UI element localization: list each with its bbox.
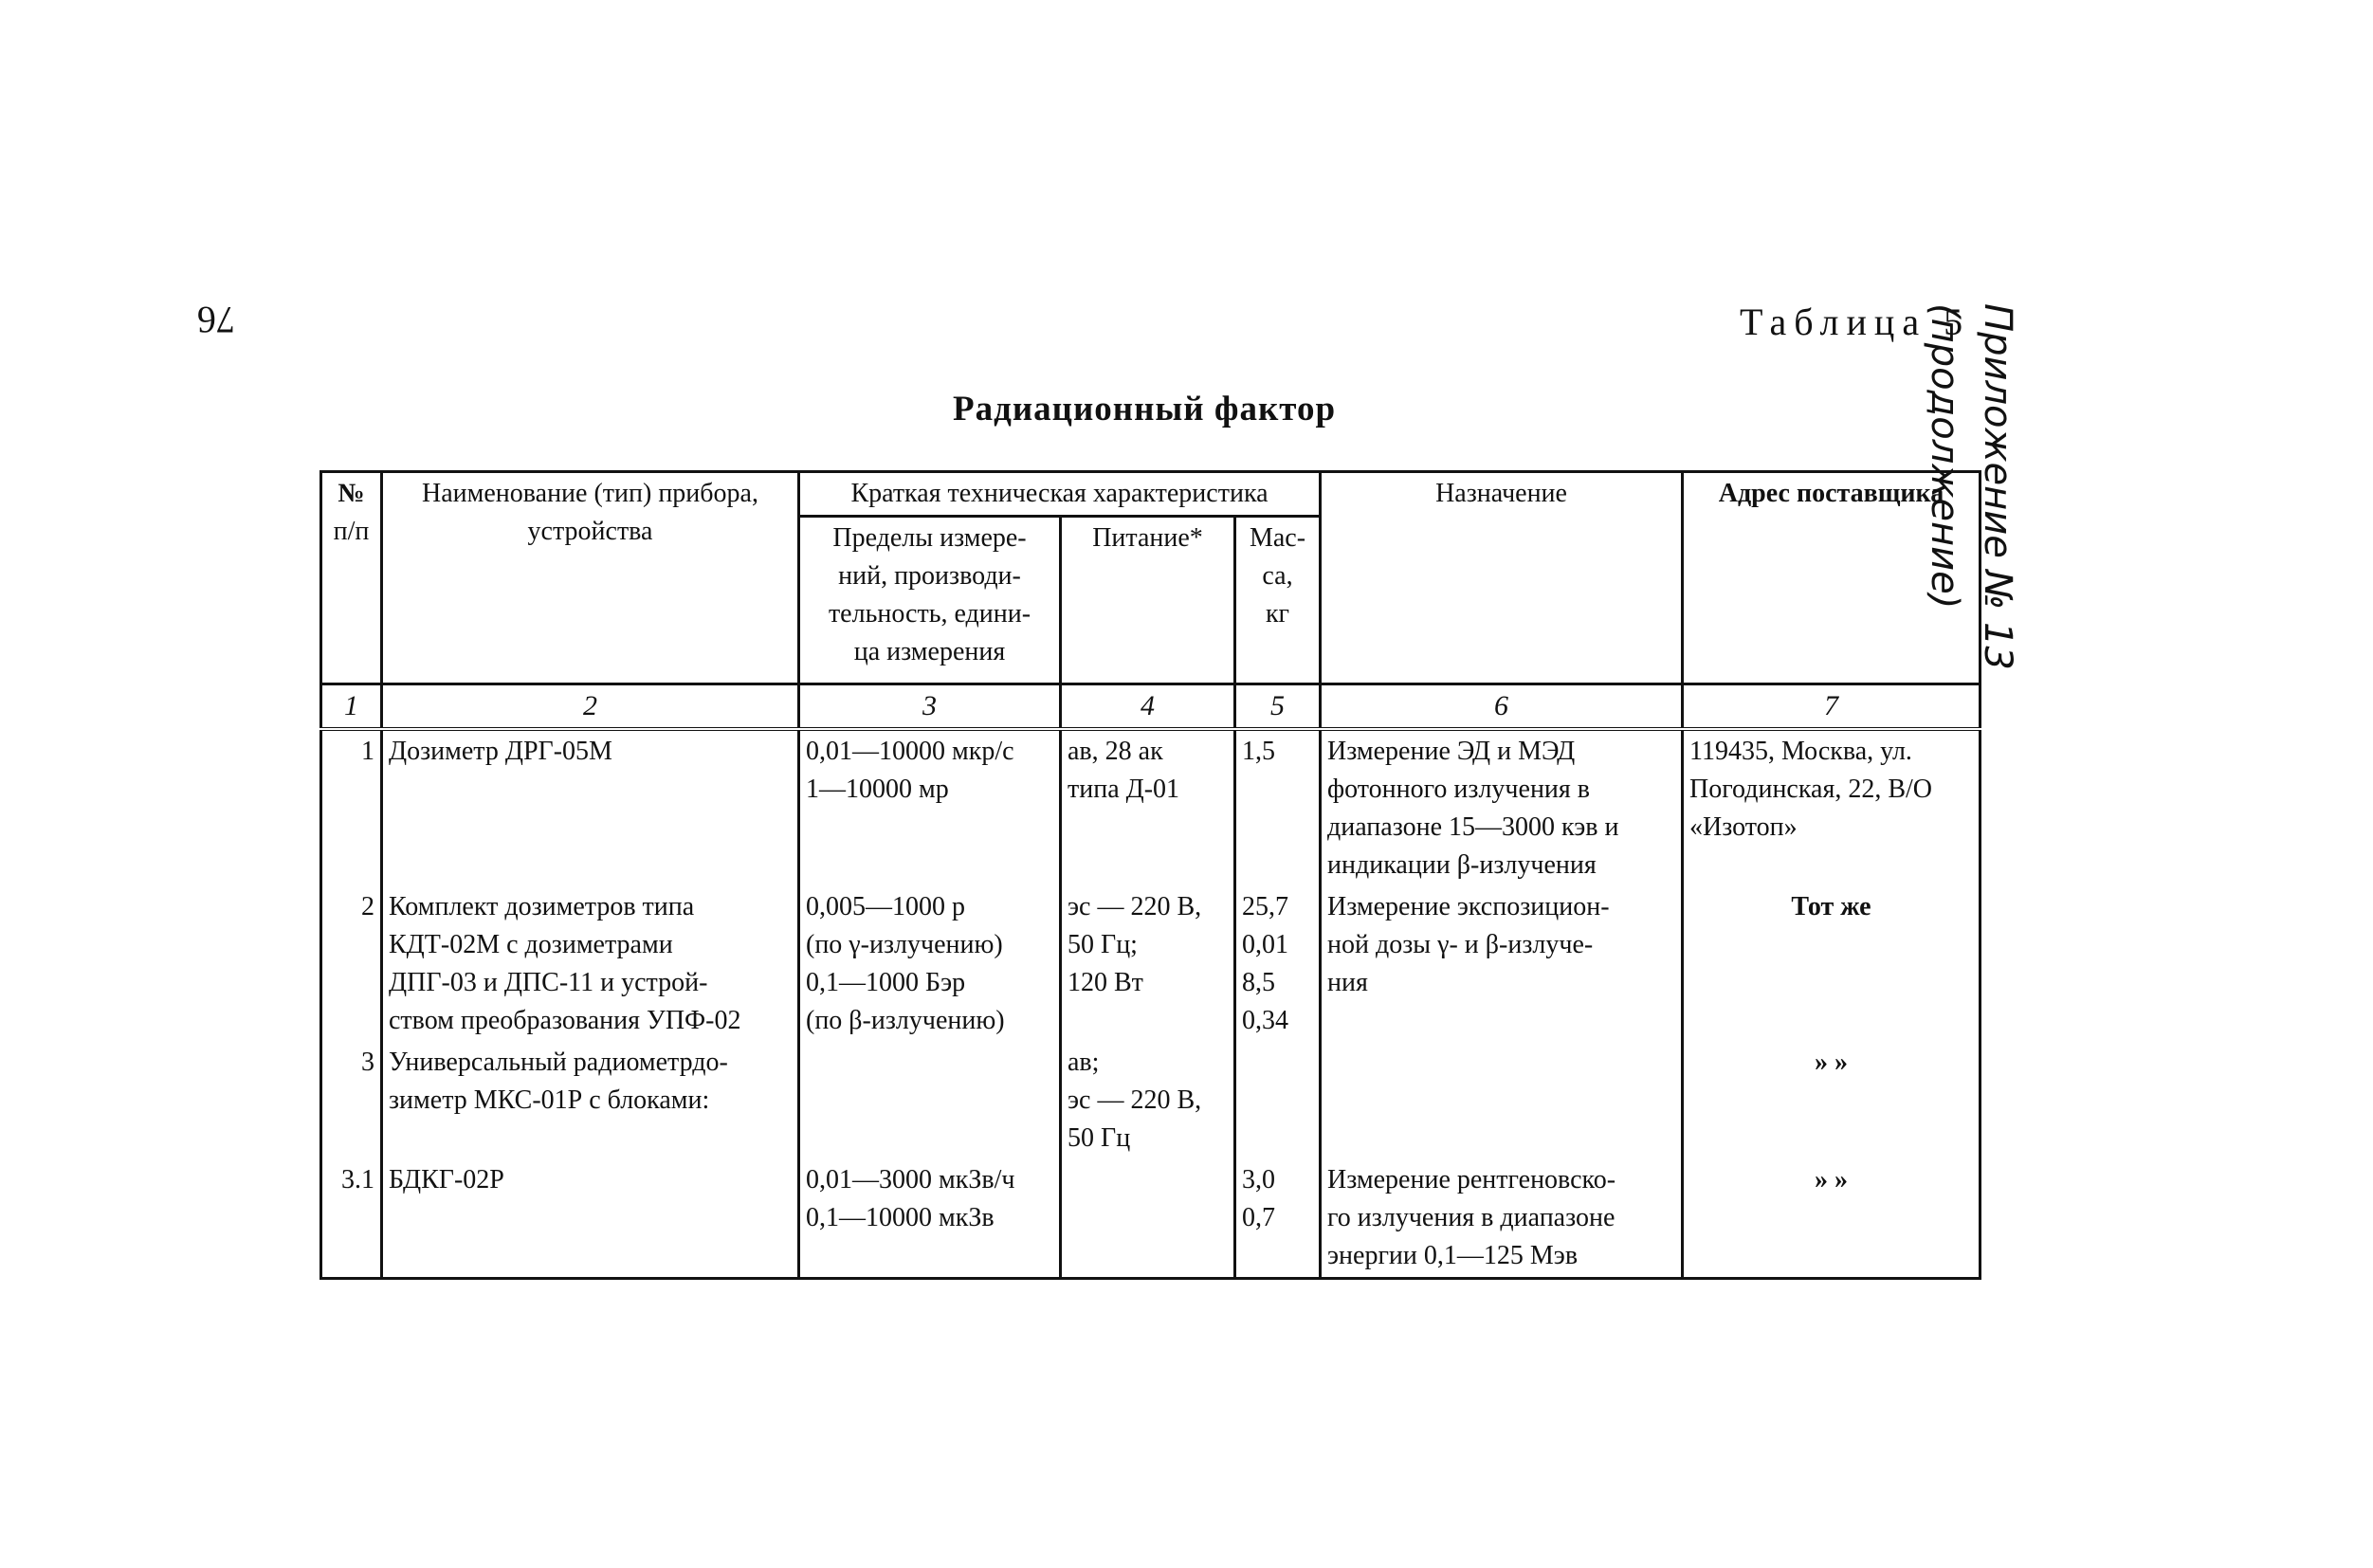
appendix-title: Приложение № 13: [1976, 303, 2019, 670]
column-number: 6: [1321, 684, 1683, 730]
cell-line: энергии 0,1—125 Мэв: [1327, 1241, 1579, 1270]
table-row: [321, 1042, 1981, 1159]
cell-line: индикации β-излучения: [1327, 850, 1597, 880]
header-limits-line: ца измерения: [853, 637, 1006, 666]
header-limits-line: ний, производи-: [838, 561, 1021, 591]
cell-line: го излучения в диапазоне: [1327, 1203, 1615, 1232]
cell-line: ния: [1327, 968, 1368, 997]
cell-line: «Изотоп»: [1689, 812, 1798, 842]
row-supplier: [1683, 1159, 1981, 1279]
cell-line: типа Д-01: [1068, 775, 1180, 804]
cell-line: Тот же: [1791, 892, 1871, 921]
cell-line: 3,0: [1242, 1165, 1275, 1194]
cell-line: фотонного излучения в: [1327, 775, 1591, 804]
cell-line: 0,7: [1242, 1203, 1275, 1232]
row-power: [1061, 729, 1235, 886]
header-power: Питание*: [1061, 517, 1235, 684]
row-purpose: [1321, 729, 1683, 886]
row-power: [1061, 1159, 1235, 1279]
cell-line: 1,5: [1242, 737, 1275, 766]
cell-line: 0,01—10000 мкр/с: [806, 737, 1014, 766]
row-purpose: [1321, 1042, 1683, 1159]
row-supplier: [1683, 886, 1981, 1042]
cell-line: 0,1—1000 Бэр: [806, 968, 966, 997]
cell-line: ством преобразования УПФ-02: [389, 1006, 741, 1035]
header-supplier: Адрес поставщика: [1683, 472, 1981, 684]
row-limits: [799, 886, 1061, 1042]
row-name: [382, 1159, 799, 1279]
cell-line: Измерение ЭД и МЭД: [1327, 737, 1576, 766]
row-mass: [1235, 886, 1321, 1042]
column-number: 1: [321, 684, 382, 730]
cell-line: Комплект дозиметров типа: [389, 892, 695, 921]
header-brief: Краткая техническая характеристика: [799, 472, 1321, 517]
cell-line: Погодинская, 22, В/О: [1689, 775, 1933, 804]
header-num-line: №: [338, 479, 365, 508]
header-limits: [799, 517, 1061, 684]
appendix-continuation: (продолжение): [1923, 303, 1966, 610]
row-mass: [1235, 729, 1321, 886]
row-power: [1061, 1042, 1235, 1159]
column-number: 5: [1235, 684, 1321, 730]
cell-line: (по β-излучению): [806, 1006, 1005, 1035]
cell-line: диапазоне 15—3000 кэв и: [1327, 812, 1619, 842]
row-purpose: [1321, 886, 1683, 1042]
row-name: [382, 1042, 799, 1159]
column-number: 7: [1683, 684, 1981, 730]
radiation-instruments-table: [319, 470, 1981, 1280]
cell-line: ав;: [1068, 1048, 1100, 1077]
header-limits-line: Пределы измере-: [832, 523, 1027, 553]
cell-line: БДКГ-02Р: [389, 1165, 504, 1194]
column-number: 3: [799, 684, 1061, 730]
row-supplier: [1683, 729, 1981, 886]
column-number: 4: [1061, 684, 1235, 730]
row-name: [382, 886, 799, 1042]
cell-line: 0,01—3000 мкЗв/ч: [806, 1165, 1015, 1194]
row-limits: [799, 1159, 1061, 1279]
column-numbers-row: [321, 684, 1981, 730]
header-limits-line: тельность, едини-: [828, 599, 1031, 629]
cell-line: 50 Гц;: [1068, 930, 1138, 959]
header-mass: [1235, 517, 1321, 684]
cell-line: ДПГ-03 и ДПС-11 и устрой-: [389, 968, 708, 997]
cell-line: Измерение рентгеновско-: [1327, 1165, 1616, 1194]
header-row: [321, 472, 1981, 517]
header-mass-line: са,: [1262, 561, 1293, 591]
header-purpose: Назначение: [1321, 472, 1683, 684]
page-number: 76: [197, 299, 235, 341]
row-num: 3: [321, 1042, 382, 1159]
cell-line: 0,005—1000 р: [806, 892, 965, 921]
row-name: [382, 729, 799, 886]
cell-line: ной дозы γ- и β-излуче-: [1327, 930, 1594, 959]
table-label: Таблица 5: [1740, 301, 1971, 343]
cell-line: 120 Вт: [1068, 968, 1143, 997]
table-row: [321, 886, 1981, 1042]
cell-line: 50 Гц: [1068, 1123, 1131, 1153]
row-purpose: [1321, 1159, 1683, 1279]
cell-line: эс — 220 В,: [1068, 892, 1202, 921]
cell-line: » »: [1815, 1048, 1849, 1077]
table-title: Радиационный фактор: [953, 390, 1337, 428]
header-num-line: п/п: [333, 517, 370, 546]
cell-line: 0,01: [1242, 930, 1288, 959]
row-mass: [1235, 1042, 1321, 1159]
row-num: 1: [321, 729, 382, 886]
cell-line: 8,5: [1242, 968, 1275, 997]
cell-line: эс — 220 В,: [1068, 1085, 1202, 1115]
table-row: [321, 729, 1981, 886]
row-supplier: [1683, 1042, 1981, 1159]
row-power: [1061, 886, 1235, 1042]
cell-line: КДТ-02М с дозиметрами: [389, 930, 673, 959]
row-limits: [799, 1042, 1061, 1159]
cell-line: (по γ-излучению): [806, 930, 1003, 959]
row-num: 2: [321, 886, 382, 1042]
row-limits: [799, 729, 1061, 886]
row-mass: [1235, 1159, 1321, 1279]
cell-line: Универсальный радиометрдо-: [389, 1048, 728, 1077]
column-number: 2: [382, 684, 799, 730]
cell-line: 0,1—10000 мкЗв: [806, 1203, 995, 1232]
header-num: [321, 472, 382, 684]
cell-line: Измерение экспозицион-: [1327, 892, 1610, 921]
cell-line: 0,34: [1242, 1006, 1288, 1035]
cell-line: ав, 28 ак: [1068, 737, 1163, 766]
cell-line: 1—10000 мр: [806, 775, 949, 804]
cell-line: зиметр МКС-01Р с блоками:: [389, 1085, 710, 1115]
header-name: Наименование (тип) прибора, устройства: [382, 472, 799, 684]
cell-line: » »: [1815, 1165, 1849, 1194]
cell-line: Дозиметр ДРГ-05М: [389, 737, 612, 766]
row-num: 3.1: [321, 1159, 382, 1279]
cell-line: 119435, Москва, ул.: [1689, 737, 1912, 766]
cell-line: 25,7: [1242, 892, 1288, 921]
header-mass-line: Мас-: [1249, 523, 1306, 553]
table-row: [321, 1159, 1981, 1279]
header-mass-line: кг: [1265, 599, 1290, 629]
